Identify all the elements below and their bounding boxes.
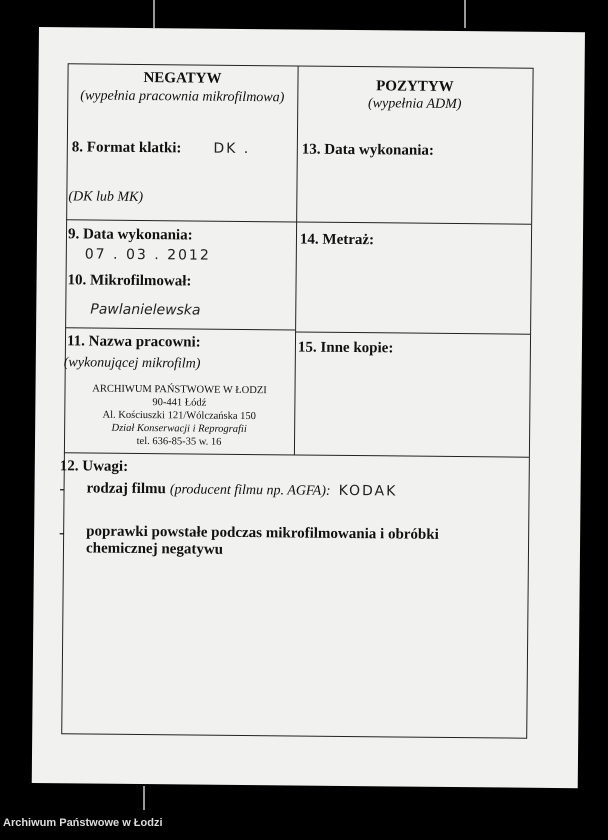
stamp-line: Dział Konserwacji i Reprografii	[111, 422, 247, 436]
format-value: DK .	[213, 140, 251, 158]
film-type-value: KODAK	[338, 482, 398, 500]
positive-subtitle: (wypełnia ADM)	[367, 96, 462, 113]
film-edge-mark	[153, 0, 155, 28]
record-card	[32, 27, 585, 788]
remarks-label: 12. Uwagi:	[59, 458, 129, 475]
bullet: -	[59, 481, 65, 498]
archive-stamp	[64, 382, 295, 449]
date-value: 07 . 03 . 2012	[84, 246, 211, 264]
operator-signature: Pawlanielewska	[90, 301, 201, 319]
positive-title: POZYTYW	[376, 78, 454, 95]
film-type-label: rodzaj filmu	[86, 480, 166, 498]
stamp-line: tel. 636-85-35 w. 16	[136, 435, 222, 448]
stamp-line: ARCHIWUM PAŃSTWOWE W ŁODZI	[92, 383, 267, 397]
negative-subtitle: (wypełnia pracownia mikrofilmowa)	[80, 88, 285, 106]
operator-label: 10. Mikrofilmował:	[67, 272, 192, 290]
stamp-line: Al. Kościuszki 121/Wólczańska 150	[102, 409, 257, 423]
positive-header	[297, 77, 532, 113]
length-label: 14. Metraż:	[299, 231, 375, 249]
date-label: 9. Data wykonania:	[67, 226, 193, 244]
copies-label: 15. Inne kopie:	[297, 339, 394, 357]
lab-hint: (wykonującej mikrofilm)	[63, 355, 201, 372]
format-hint: (DK lub MK)	[68, 189, 144, 206]
format-label: 8. Format klatki:	[71, 139, 182, 157]
negative-title: NEGATYW	[143, 70, 222, 87]
positive-date-label: 13. Data wykonania:	[301, 141, 435, 159]
corrections-label: poprawki powstałe podczas mikrofilmowania i obróbki chemicznej negatywu	[85, 523, 439, 558]
bullet: -	[59, 525, 65, 542]
lab-label: 11. Nazwa pracowni:	[66, 333, 201, 351]
film-edge-mark	[464, 0, 466, 28]
archive-footer: Archiwum Państwowe w Łodzi	[3, 817, 163, 829]
negative-header	[67, 69, 297, 106]
format-field	[72, 138, 292, 158]
film-edge-mark	[143, 786, 145, 810]
stamp-line: 90-441 Łódź	[152, 397, 207, 409]
film-type-hint: (producent filmu np. AGFA):	[169, 482, 331, 499]
